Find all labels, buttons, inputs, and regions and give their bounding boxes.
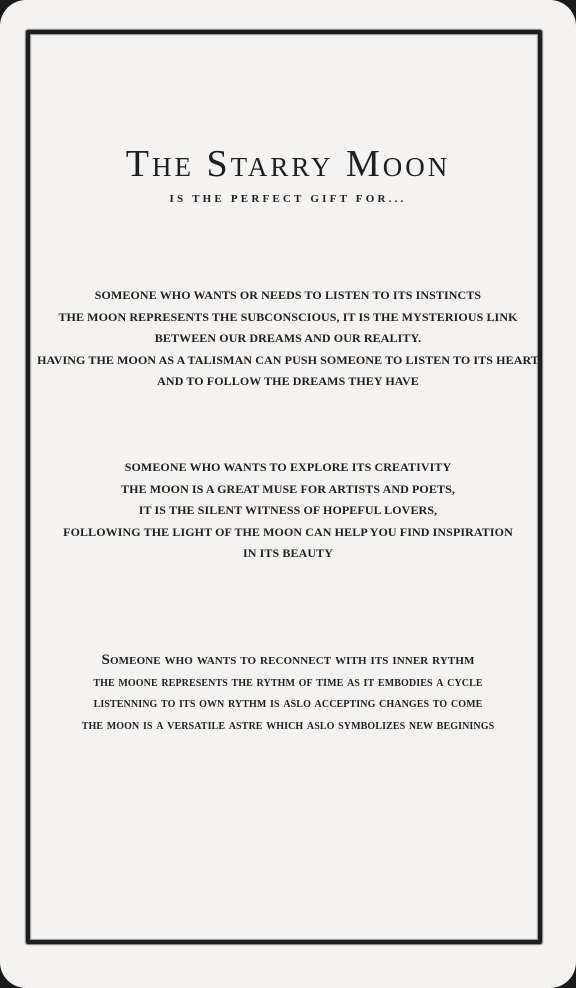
section-line: the moon is a versatile astre which aslo symbolizes new beginings	[81, 717, 495, 733]
section-inner-rhythm	[30, 650, 546, 736]
section-line: BETWEEN OUR DREAMS AND OUR REALITY.	[154, 331, 422, 345]
section-line: IN ITS BEAUTY	[243, 546, 333, 560]
section-line: listenning to its own rythm is aslo accepting changes to come	[93, 696, 483, 711]
section-line: the moone represents the rythm of time as it embodies a cycle	[93, 674, 483, 690]
section-line: HAVING THE MOON AS A TALISMAN CAN PUSH SOMEONE TO LISTEN TO ITS HEART	[37, 352, 539, 367]
section-heading: SOMEONE WHO WANTS TO EXPLORE ITS CREATIVITY	[124, 460, 452, 474]
section-instincts	[30, 285, 546, 393]
section-line: IT IS THE SILENT WITNESS OF HOPEFUL LOVERS,	[138, 503, 438, 517]
section-line: THE MOON IS A GREAT MUSE FOR ARTISTS AND POETS,	[121, 481, 455, 496]
section-line: AND TO FOLLOW THE DREAMS THEY HAVE	[157, 374, 419, 388]
section-line: FOLLOWING THE LIGHT OF THE MOON CAN HELP YOU FIND INSPIRATION	[63, 524, 513, 539]
card-title: The Starry Moon	[125, 143, 451, 185]
card-subtitle: IS THE PERFECT GIFT FOR...	[169, 193, 407, 205]
section-line: THE MOON REPRESENTS THE SUBCONSCIOUS, IT IS THE MYSTERIOUS LINK	[58, 309, 518, 324]
section-heading: SOMEONE WHO WANTS OR NEEDS TO LISTEN TO ITS INSTINCTS	[94, 288, 482, 302]
section-heading: Someone who wants to reconnect with its inner rythm	[101, 652, 475, 668]
section-creativity	[30, 457, 546, 565]
